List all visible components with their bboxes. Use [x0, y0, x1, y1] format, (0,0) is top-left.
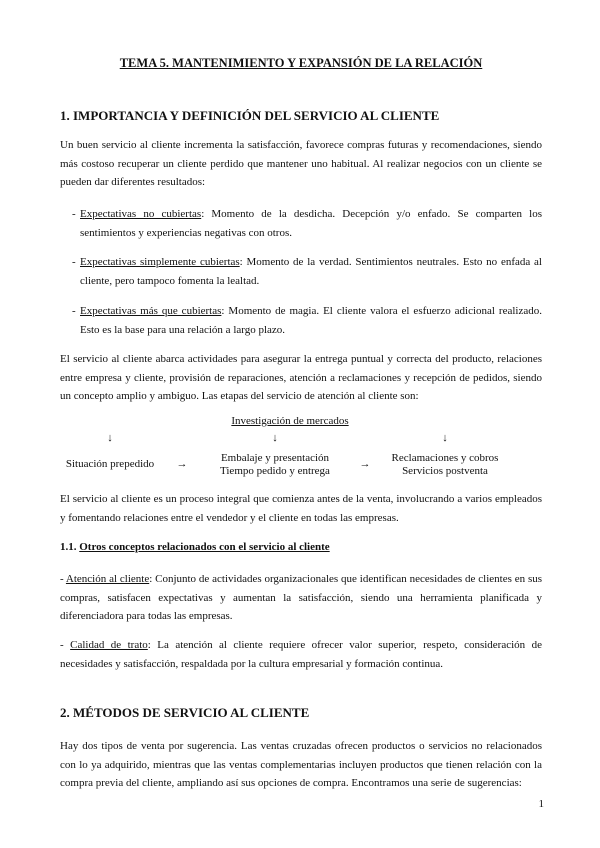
service-stages-diagram [60, 408, 542, 480]
section-1-paragraph-3: El servicio al cliente es un proceso integral que comienza antes de la venta, involucrando a varios empleados y fomentando relaciones entre el vendedor y el cliente en todas las empresas. [60, 493, 542, 524]
list-item-term: Expectativas no cubiertas [80, 208, 202, 220]
list-item-term: Expectativas más que cubiertas [80, 305, 222, 317]
list-item-text: : Conjunto de actividades organizacionales que identifican necesidades de clientes en sus compras, satisfacen expectativas y aumentan la satisfacción, siendo una herramienta planificada y diferenciadora para todas las empresas. [60, 573, 543, 622]
page-number: 1 [538, 798, 544, 810]
list-item: - Atención al cliente: Conjunto de actividades organizacionales que identifican necesidades de clientes en sus compras, satisfacen expectativas y aumentan la satisfacción, siendo una herramienta planificada y diferenciadora para todas las empresas. [60, 573, 543, 622]
list-item-term: Expectativas simplemente cubiertas [80, 256, 240, 268]
section-2-heading: 2. MÉTODOS DE SERVICIO AL CLIENTE [60, 705, 310, 720]
diagram-stage-pedido-line-2: Tiempo pedido y entrega [220, 465, 330, 477]
document-title: TEMA 5. MANTENIMIENTO Y EXPANSIÓN DE LA RELACIÓN [119, 56, 483, 70]
section-1-paragraph-2: El servicio al cliente abarca actividades para asegurar la entrega puntual y correcta del producto, relaciones entre empresa y cliente, provisión de reparaciones, atención a reclamaciones y recepción de pedidos, siendo un concepto amplio y ambiguo. Las etapas del servicio de atención al cliente son: [60, 353, 542, 402]
list-item: - Expectativas más que cubiertas: Momento de magia. El cliente valora el esfuerzo adicional realizado. Esto es la base para una relación a largo plazo. [72, 305, 542, 336]
diagram-stage-pedido-line-1: Embalaje y presentación [220, 452, 330, 464]
list-item-text: : La atención al cliente requiere ofrecer valor superior, respeto, consideración de necesidades y satisfacción, respaldada por la cultura empresarial y formación continua. [60, 639, 542, 670]
diagram-stage-prepedido: Situación prepedido [65, 458, 155, 470]
list-item-term: Atención al cliente [65, 573, 150, 585]
subsection-title: Otros conceptos relacionados con el servicio al cliente [79, 541, 330, 553]
down-arrow-icon: ↓ [272, 432, 278, 444]
right-arrow-icon: → [176, 458, 188, 470]
diagram-stage-postventa [383, 452, 507, 478]
right-arrow-icon: → [359, 458, 371, 470]
list-item: - Calidad de trato: La atención al cliente requiere ofrecer valor superior, respeto, consideración de necesidades y satisfacción, respaldada por la cultura empresarial y formación continua. [60, 639, 542, 670]
diagram-stage-postventa-line-2: Servicios postventa [402, 465, 488, 477]
subsection-1-1-heading [60, 541, 330, 553]
diagram-top-label: Investigación de mercados [231, 415, 349, 427]
list-item-text: : Momento de la desdicha. Decepción y/o enfado. Se comparten los sentimientos y experiencias negativas con otros. [80, 208, 542, 239]
list-item: - Expectativas no cubiertas: Momento de la desdicha. Decepción y/o enfado. Se comparten los sentimientos y experiencias negativas con otros. [72, 208, 542, 239]
down-arrow-icon: ↓ [442, 432, 448, 444]
section-2-paragraph: Hay dos tipos de venta por sugerencia. Las ventas cruzadas ofrecen productos o servicios no relacionados con lo ya adquirido, mientras que las ventas complementarias incluyen productos que tienen relación con la compra previa del cliente, ampliando así sus opciones de compra. Encontramos una serie de sugerencias: [60, 740, 542, 789]
list-item-text: : Momento de magia. El cliente valora el esfuerzo adicional realizado. Esto es la base para una relación a largo plazo. [80, 305, 542, 336]
diagram-stage-pedido [210, 452, 340, 478]
diagram-stage-postventa-line-1: Reclamaciones y cobros [391, 452, 499, 464]
list-item-term: Calidad de trato [70, 639, 148, 651]
subsection-number: 1.1. [60, 541, 77, 553]
section-1-heading: 1. IMPORTANCIA Y DEFINICIÓN DEL SERVICIO AL CLIENTE [60, 108, 440, 123]
section-1-intro: Un buen servicio al cliente incrementa la satisfacción, favorece compras futuras y recomendaciones, siendo más costoso recuperar un cliente perdido que mantener uno habitual. Al realizar negocios con un cliente se pueden dar diferentes resultados: [60, 139, 542, 188]
list-item: - Expectativas simplemente cubiertas: Momento de la verdad. Sentimientos neutrales. Esto no enfada al cliente, pero tampoco fomenta la lealtad. [72, 256, 542, 287]
down-arrow-icon: ↓ [107, 432, 113, 444]
list-item-text: : Momento de la verdad. Sentimientos neutrales. Esto no enfada al cliente, pero tampoco fomenta la lealtad. [80, 256, 542, 287]
